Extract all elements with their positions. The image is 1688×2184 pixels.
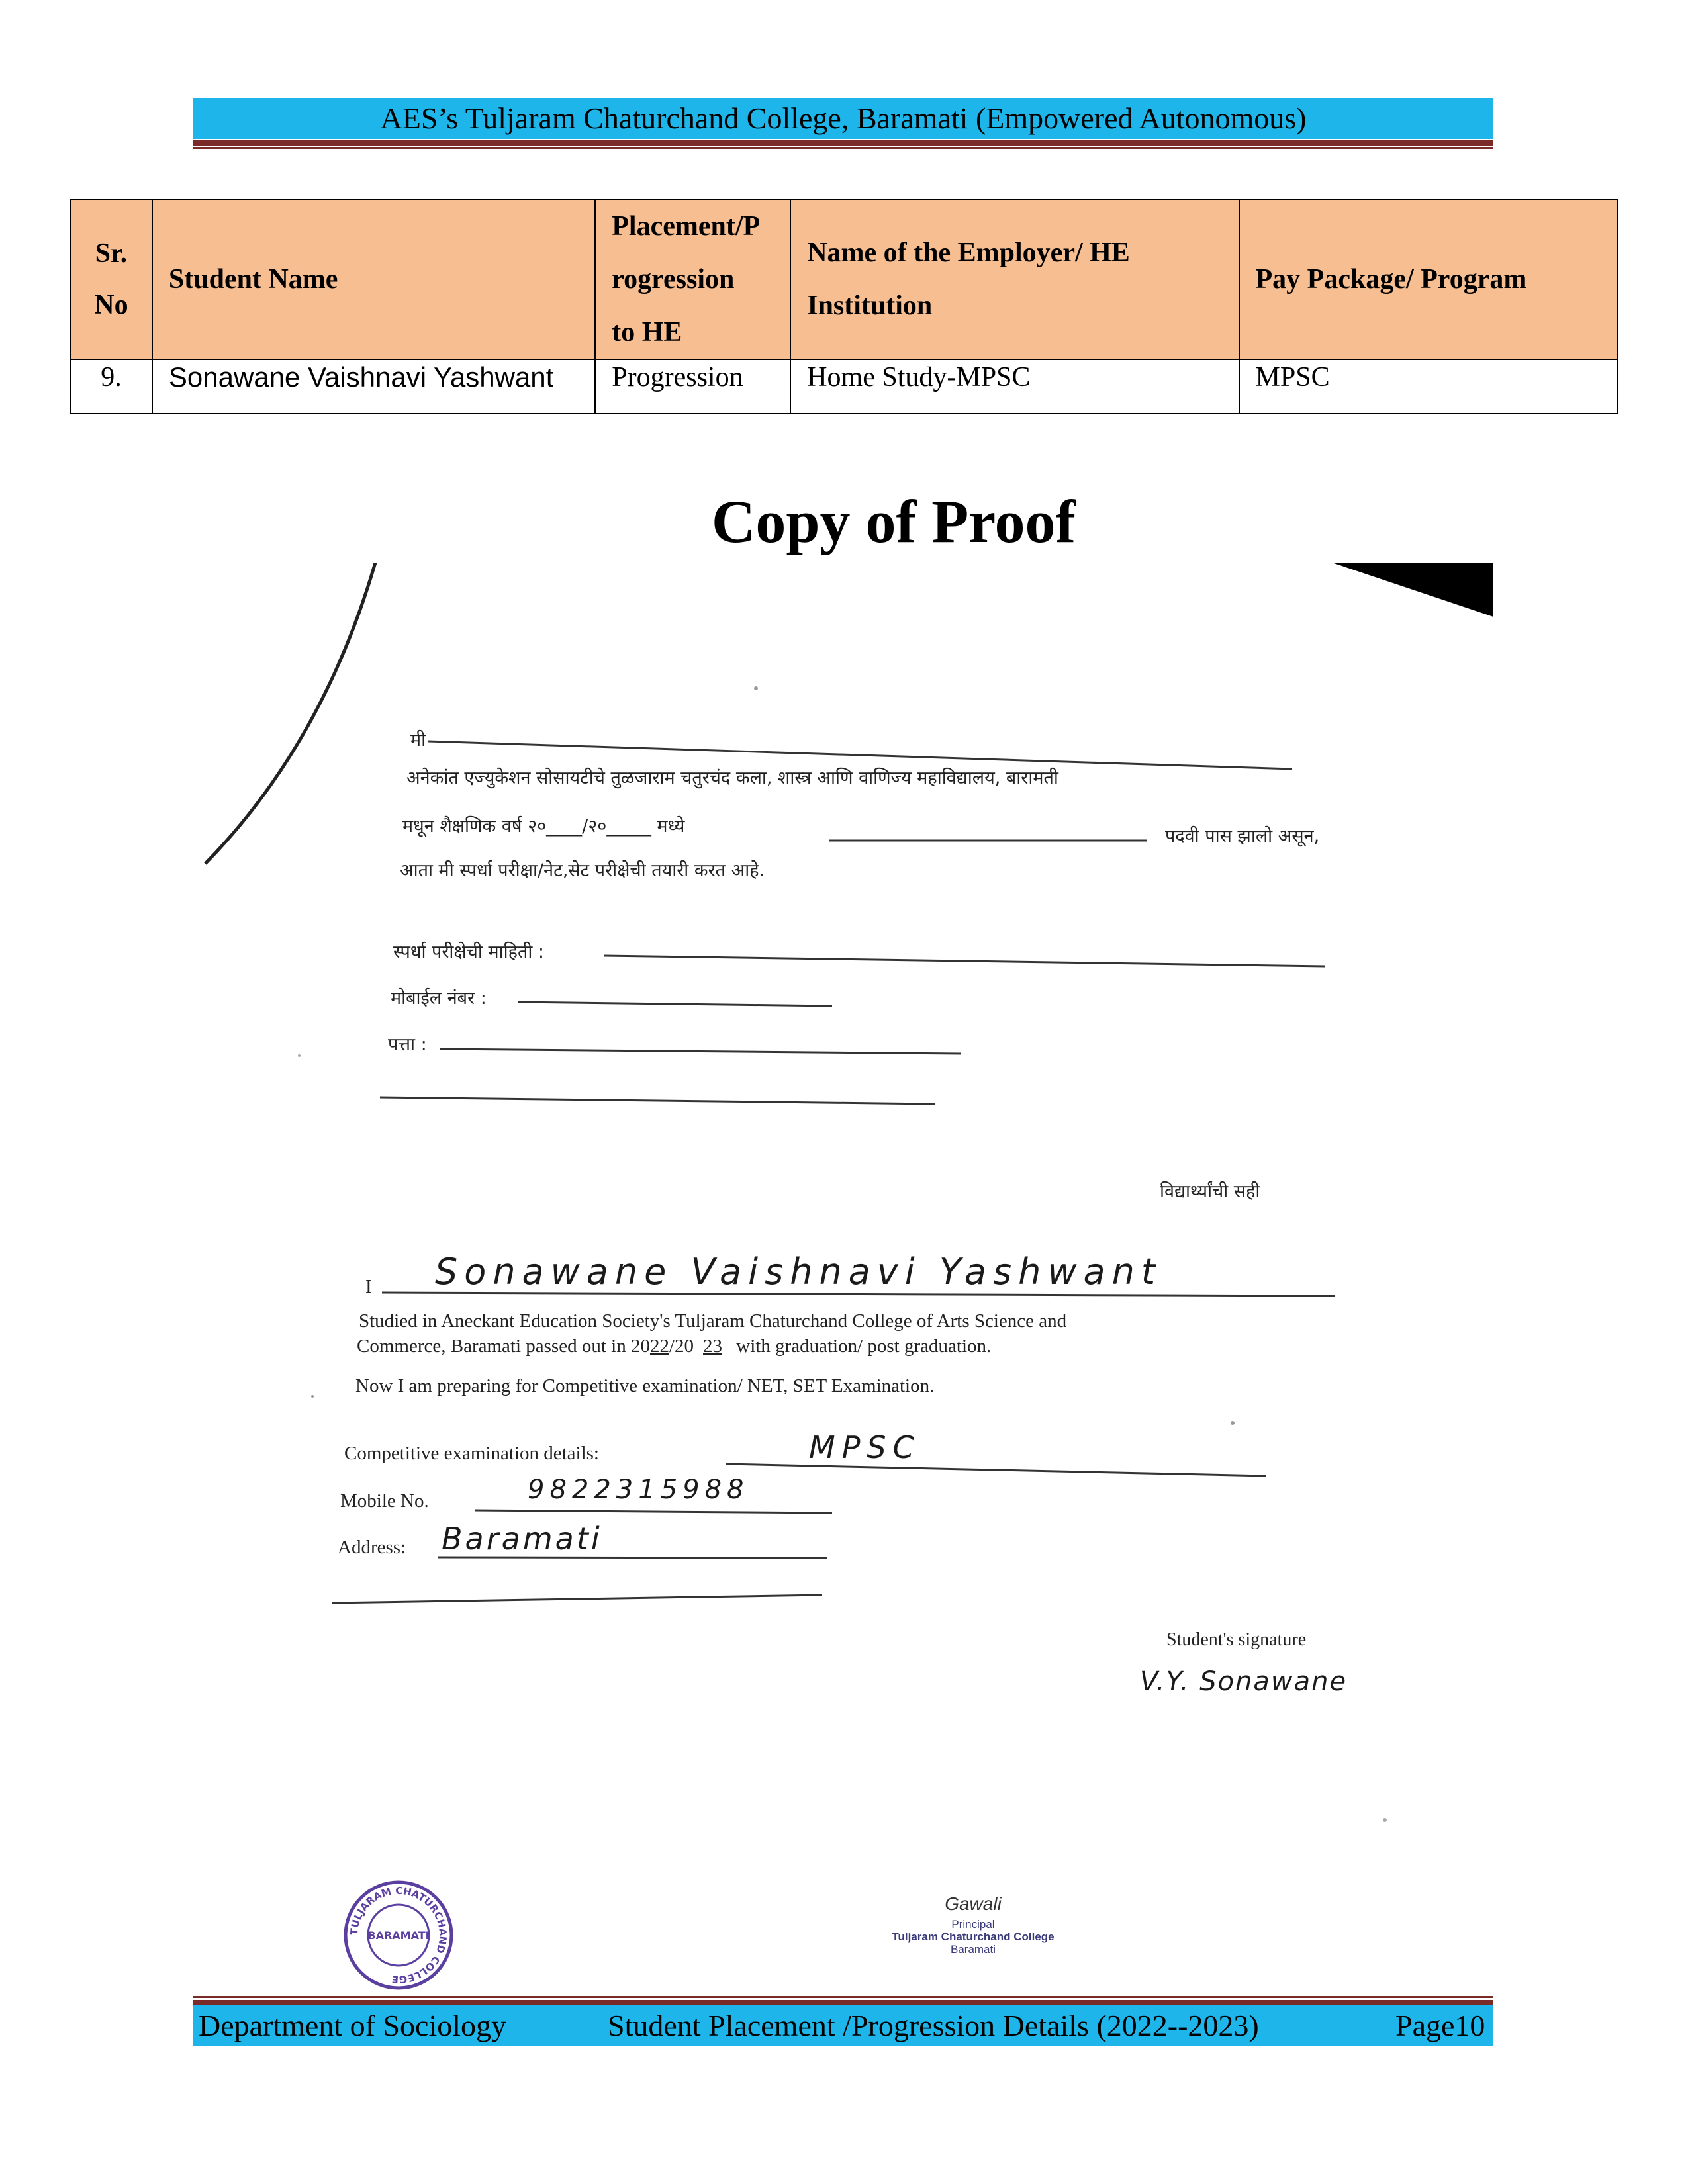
cell-pay-package: MPSC [1239, 359, 1618, 414]
column-header-pay-package: Pay Package/ Program [1239, 199, 1618, 359]
english-line-3: Now I am preparing for Competitive examination/ NET, SET Examination. [355, 1375, 935, 1396]
scan-speck [298, 1054, 301, 1057]
english-line-2a: Commerce, Baramati passed out in 20 [357, 1336, 650, 1357]
seal-center-text: BARAMATI [367, 1929, 430, 1942]
principal-college: Tuljaram Chaturchand College [892, 1931, 1055, 1943]
scan-pen-stroke [205, 563, 375, 864]
header-divider-thin [193, 147, 1493, 149]
english-line-1: Studied in Aneckant Education Society's Tuljaram Chaturchand College of Arts Science and [359, 1310, 1067, 1332]
handwritten-mobile-value: 9822315988 [528, 1475, 749, 1505]
blank-line [438, 1557, 827, 1558]
principal-place: Baramati [950, 1943, 996, 1956]
scan-speck [754, 686, 758, 690]
blank-line [332, 1595, 822, 1603]
blank-line [726, 1464, 1266, 1476]
header-sr-line2: No [94, 290, 128, 320]
header-placement-line3: to HE [612, 317, 682, 347]
scan-speck [1383, 1818, 1387, 1822]
column-header-sr-no [70, 199, 152, 359]
blank-line [380, 1097, 935, 1104]
principal-title: Principal [951, 1918, 995, 1931]
table-row [70, 359, 1618, 414]
blank-line [475, 1510, 832, 1513]
proof-title: Copy of Proof [711, 488, 1076, 555]
handwritten-student-name: Sonawane Vaishnavi Yashwant [435, 1251, 1162, 1293]
scan-speck [311, 1395, 314, 1398]
footer-page-number: Page10 [1395, 2009, 1485, 2042]
english-i-label: I [365, 1276, 372, 1297]
english-line-2b: /20 [669, 1336, 694, 1357]
marathi-line-3-end: पदवी पास झालो असून, [1165, 826, 1320, 846]
cell-sr-no: 9. [70, 359, 152, 414]
english-exam-label: Competitive examination details: [344, 1443, 599, 1464]
english-mobile-label: Mobile No. [340, 1490, 429, 1512]
cell-employer: Home Study-MPSC [790, 359, 1239, 414]
header-title: AES’s Tuljaram Chaturchand College, Baramati (Empowered Autonomous) [380, 101, 1307, 135]
column-header-employer [790, 199, 1239, 359]
english-line-2 [357, 1336, 991, 1357]
principal-signature: Gawali [945, 1893, 1002, 1914]
marathi-line-3: मधून शैक्षणिक वर्ष २०____/२०_____ मध्ये [402, 816, 685, 837]
blank-line [604, 956, 1325, 966]
english-signature-label: Student's signature [1166, 1629, 1307, 1650]
college-seal-stamp [343, 1880, 454, 1991]
table-header-row [70, 199, 1618, 359]
header-employer-line2: Institution [807, 291, 933, 321]
marathi-exam-label: स्पर्धा परीक्षेची माहिती : [393, 942, 545, 962]
header-employer-line1: Name of the Employer/ HE [807, 238, 1130, 268]
blank-line [382, 1293, 1335, 1296]
english-line-2c: with graduation/ post graduation. [736, 1336, 992, 1357]
handwritten-signature: V.Y. Sonawane [1140, 1666, 1348, 1697]
seal-ring-text: TULJARAM CHATURCHAND COLLEGE [348, 1884, 449, 1986]
principal-stamp [880, 1893, 1066, 1992]
handwritten-exam-value: MPSC [809, 1430, 921, 1465]
cell-placement: Progression [595, 359, 790, 414]
english-address-label: Address: [338, 1537, 406, 1558]
handwritten-year-from: 22 [649, 1336, 669, 1357]
marathi-line-2: अनेकांत एज्युकेशन सोसायटीचे तुळजाराम चतुरचंद कला, शास्त्र आणि वाणिज्य महाविद्यालय, बारामती [406, 768, 1058, 788]
footer-divider-thin [193, 1996, 1493, 1998]
header-placement-line1: Placement/P [612, 211, 761, 242]
header-divider [193, 140, 1493, 146]
marathi-mobile-label: मोबाईल नंबर : [391, 988, 487, 1009]
footer-divider [193, 2000, 1493, 2005]
header-sr-line1: Sr. [95, 238, 128, 269]
marathi-signature-label: विद्यार्थ्यांची सही [1160, 1181, 1260, 1202]
footer-department: Department of Sociology [199, 2009, 507, 2042]
cell-student-name: Sonawane Vaishnavi Yashwant [152, 359, 595, 414]
marathi-address-label: पत्ता : [388, 1034, 427, 1055]
handwritten-year-to: 23 [703, 1336, 723, 1357]
marathi-line-4: आता मी स्पर्धा परीक्षा/नेट,सेट परीक्षेची तयारी करत आहे. [400, 860, 765, 881]
placement-table [70, 199, 1618, 414]
blank-line [518, 1002, 832, 1006]
handwritten-address-value: Baramati [442, 1521, 602, 1557]
column-header-student-name: Student Name [152, 199, 595, 359]
column-header-placement [595, 199, 790, 359]
scan-speck [1231, 1421, 1235, 1425]
footer-title: Student Placement /Progression Details (2022--2023) [608, 2009, 1259, 2042]
blank-line [440, 1049, 961, 1054]
scanned-proof-document [193, 563, 1493, 1833]
header-placement-line2: rogression [612, 264, 735, 295]
scan-corner-shadow [1332, 563, 1493, 617]
marathi-line-1: मी [410, 730, 426, 751]
